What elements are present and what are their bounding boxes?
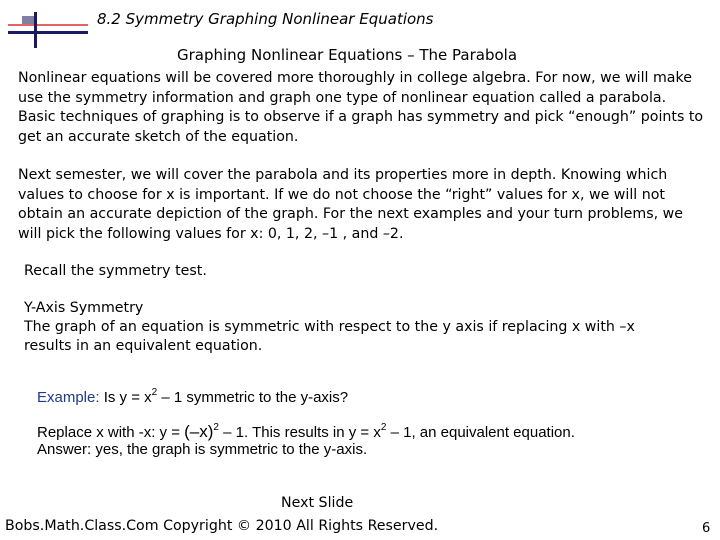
- paragraph-line: values to choose for x is important. If we do not choose the “right” values for x, we will not: [18, 186, 665, 203]
- symmetry-line: The graph of an equation is symmetric with respect to the y axis if replacing x with –x: [24, 319, 635, 335]
- next-slide-link[interactable]: Next Slide: [281, 495, 354, 511]
- paragraph-line: get an accurate sketch of the equation.: [18, 128, 299, 145]
- symmetry-line: results in an equivalent equation.: [24, 338, 263, 354]
- paragraph-line: will pick the following values for x: 0, 1, 2, –1 , and –2.: [18, 225, 404, 242]
- exponent: 2: [151, 387, 158, 398]
- page-number: 6: [702, 521, 711, 536]
- example-replace: [37, 422, 575, 442]
- replace-post: – 1, an equivalent equation.: [386, 424, 575, 441]
- paragraph-line: use the symmetry information and graph one type of nonlinear equation called a parabola.: [18, 89, 667, 106]
- paragraph-line: Basic techniques of graphing is to observe if a graph has symmetry and pick “enough” points to: [18, 109, 704, 125]
- example-question-pre: Is y = x: [103, 389, 152, 406]
- exponent: 2: [213, 422, 219, 433]
- header-title: 8.2 Symmetry Graphing Nonlinear Equations: [97, 10, 434, 28]
- symmetry-heading: Y-Axis Symmetry: [24, 300, 144, 316]
- logo-bar-red: [8, 24, 88, 26]
- exponent: 2: [380, 422, 387, 433]
- example-label: Example:: [37, 389, 100, 406]
- paragraph-line: Nonlinear equations will be covered more thoroughly in college algebra. For now, we will make: [18, 70, 692, 86]
- slide-title: Graphing Nonlinear Equations – The Parabola: [177, 46, 518, 64]
- example-question: [37, 387, 348, 406]
- paragraph-line: obtain an accurate depiction of the graph. For the next examples and your turn problems, we: [18, 206, 683, 222]
- replace-mid: – 1. This results in y = x: [218, 424, 381, 441]
- example-answer: Answer: yes, the graph is symmetric to the y-axis.: [37, 441, 368, 458]
- footer-copyright: Bobs.Math.Class.Com Copyright © 2010 All Rights Reserved.: [5, 518, 439, 534]
- replace-paren: (–x): [184, 422, 214, 441]
- logo-bar-navy: [8, 31, 88, 34]
- logo-bar-vertical: [34, 12, 37, 48]
- paragraph-next-semester: [18, 166, 683, 244]
- example-question-post: – 1 symmetric to the y-axis?: [157, 389, 349, 406]
- paragraph-intro: [18, 69, 703, 147]
- recall-text: Recall the symmetry test.: [24, 263, 207, 279]
- y-axis-symmetry-block: [24, 299, 635, 356]
- paragraph-line: Next semester, we will cover the parabola and its properties more in depth. Knowing which: [18, 167, 668, 183]
- replace-pre: Replace x with -x: y =: [37, 424, 185, 441]
